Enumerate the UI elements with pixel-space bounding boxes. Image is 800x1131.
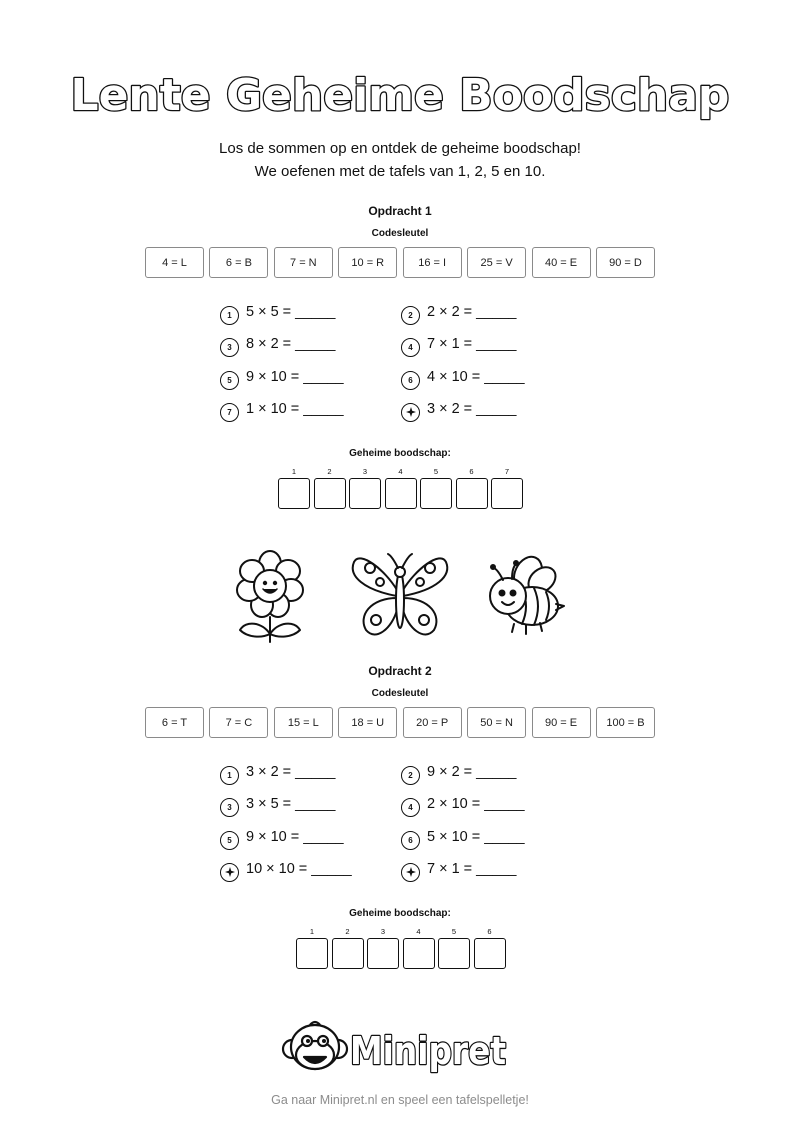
- message-slot-index: 3: [380, 927, 386, 936]
- monkey-icon: [283, 1022, 347, 1069]
- code-key-item: 20 = P: [403, 707, 462, 738]
- minipret-logo[interactable]: [0, 1019, 800, 1079]
- problem-item: [401, 397, 517, 421]
- problem-item: [401, 332, 517, 356]
- problem-number: 4: [401, 338, 420, 357]
- problem-number: 7: [220, 403, 239, 422]
- code-key-item: 10 = R: [338, 247, 397, 278]
- message-letter-box[interactable]: [438, 938, 470, 969]
- problem-text[interactable]: 4 × 10 = _____: [427, 369, 525, 385]
- butterfly-icon: [353, 554, 447, 634]
- problem-text[interactable]: 3 × 2 = _____: [427, 401, 517, 417]
- code-key-item: 90 = D: [596, 247, 655, 278]
- message-slot-index: 1: [309, 927, 315, 936]
- problem-text[interactable]: 2 × 2 = _____: [427, 304, 517, 320]
- problem-text[interactable]: 8 × 2 = _____: [246, 336, 336, 352]
- code-key-item: 7 = N: [274, 247, 333, 278]
- problem-text[interactable]: 3 × 5 = _____: [246, 796, 336, 812]
- spring-illustrations: [228, 550, 578, 646]
- problem-text[interactable]: 7 × 1 = _____: [427, 336, 517, 352]
- message-slot-index: 5: [433, 467, 439, 476]
- message-letter-box[interactable]: [278, 478, 310, 509]
- problem-item: [220, 397, 344, 421]
- message-letter-box[interactable]: [367, 938, 399, 969]
- code-key-item: 16 = I: [403, 247, 462, 278]
- code-key-item: 25 = V: [467, 247, 526, 278]
- code-key-item: 7 = C: [209, 707, 268, 738]
- problem-number: 6: [401, 371, 420, 390]
- assignment-1-code-key: [145, 247, 655, 278]
- page-title-graphic: [0, 62, 800, 132]
- star-icon: [220, 863, 239, 882]
- problem-text[interactable]: 2 × 10 = _____: [427, 796, 525, 812]
- star-icon: [401, 863, 420, 882]
- problem-number: 3: [220, 798, 239, 817]
- problem-number: 3: [220, 338, 239, 357]
- code-key-item: 50 = N: [467, 707, 526, 738]
- problem-number: 2: [401, 306, 420, 325]
- problem-number: 5: [220, 371, 239, 390]
- problem-item: [401, 825, 525, 849]
- message-slot-index: 4: [398, 467, 403, 476]
- message-letter-box[interactable]: [456, 478, 488, 509]
- problem-item: [220, 825, 344, 849]
- problem-number: 4: [401, 798, 420, 817]
- problem-item: [220, 792, 336, 816]
- message-letter-box[interactable]: [420, 478, 452, 509]
- assignment-2-title: Opdracht 2: [368, 664, 432, 678]
- code-key-item: 6 = T: [145, 707, 204, 738]
- problem-item: [401, 857, 517, 881]
- problem-item: [220, 760, 336, 784]
- problem-item: [220, 857, 352, 881]
- assignment-2-message-boxes: [296, 926, 506, 969]
- message-slot-index: 5: [451, 927, 457, 936]
- message-slot-index: 2: [345, 927, 350, 936]
- problem-text[interactable]: 3 × 2 = _____: [246, 764, 336, 780]
- problem-text[interactable]: 7 × 1 = _____: [427, 861, 517, 877]
- problem-text[interactable]: 10 × 10 = _____: [246, 861, 352, 877]
- problem-text[interactable]: 9 × 10 = _____: [246, 829, 344, 845]
- message-slot-index: 7: [504, 467, 510, 476]
- intro-text: [0, 137, 800, 183]
- message-slot-index: 3: [362, 467, 368, 476]
- problem-item: [401, 365, 525, 389]
- intro-line-1: Los de sommen op en ontdek de geheime boodschap!: [219, 140, 581, 157]
- code-key-item: 40 = E: [532, 247, 591, 278]
- message-letter-box[interactable]: [332, 938, 364, 969]
- problem-number: 1: [220, 766, 239, 785]
- problem-text[interactable]: 9 × 2 = _____: [427, 764, 517, 780]
- code-key-item: 4 = L: [145, 247, 204, 278]
- problem-text[interactable]: 1 × 10 = _____: [246, 401, 344, 417]
- problem-item: [220, 365, 344, 389]
- problem-text[interactable]: 9 × 10 = _____: [246, 369, 344, 385]
- problem-item: [401, 760, 517, 784]
- problem-item: [220, 332, 336, 356]
- code-key-item: 90 = E: [532, 707, 591, 738]
- message-slot-index: 2: [327, 467, 332, 476]
- intro-line-2: We oefenen met de tafels van 1, 2, 5 en 10.: [254, 163, 546, 180]
- flower-icon: [237, 551, 303, 642]
- message-letter-box[interactable]: [403, 938, 435, 969]
- problem-number: 6: [401, 831, 420, 850]
- assignment-2-key-label: Codesleutel: [371, 688, 429, 699]
- bee-icon: [490, 552, 564, 634]
- logo-text: Minipret: [350, 1029, 506, 1073]
- message-letter-box[interactable]: [314, 478, 346, 509]
- message-letter-box[interactable]: [491, 478, 523, 509]
- assignment-2-code-key: [145, 707, 655, 738]
- page-title: [0, 62, 800, 132]
- problem-number: 2: [401, 766, 420, 785]
- code-key-item: 15 = L: [274, 707, 333, 738]
- message-letter-box[interactable]: [296, 938, 328, 969]
- message-slot-index: 6: [487, 927, 492, 936]
- assignment-2-message-label: Geheime boodschap:: [349, 908, 451, 919]
- code-key-item: 18 = U: [338, 707, 397, 738]
- message-slot-index: 6: [469, 467, 474, 476]
- assignment-1-key-label: Codesleutel: [371, 228, 429, 239]
- minipret-logo-graphic: [280, 1019, 520, 1079]
- message-letter-box[interactable]: [474, 938, 506, 969]
- assignment-1-title: Opdracht 1: [368, 204, 432, 218]
- code-key-item: 100 = B: [596, 707, 655, 738]
- code-key-item: 6 = B: [209, 247, 268, 278]
- message-letter-box[interactable]: [349, 478, 381, 509]
- problem-text[interactable]: 5 × 5 = _____: [246, 304, 336, 320]
- star-icon: [401, 403, 420, 422]
- message-slot-index: 1: [291, 467, 297, 476]
- problem-number: 5: [220, 831, 239, 850]
- problem-item: [220, 300, 336, 324]
- page-title-text: Lente Geheime Boodschap: [70, 70, 730, 121]
- assignment-1-message-label: Geheime boodschap:: [349, 448, 451, 459]
- problem-text[interactable]: 5 × 10 = _____: [427, 829, 525, 845]
- problem-item: [401, 300, 517, 324]
- assignment-1-message-boxes: [278, 466, 523, 509]
- problem-item: [401, 792, 525, 816]
- footer-text: Ga naar Minipret.nl en speel een tafelspelletje!: [271, 1093, 529, 1107]
- message-letter-box[interactable]: [385, 478, 417, 509]
- message-slot-index: 4: [416, 927, 421, 936]
- problem-number: 1: [220, 306, 239, 325]
